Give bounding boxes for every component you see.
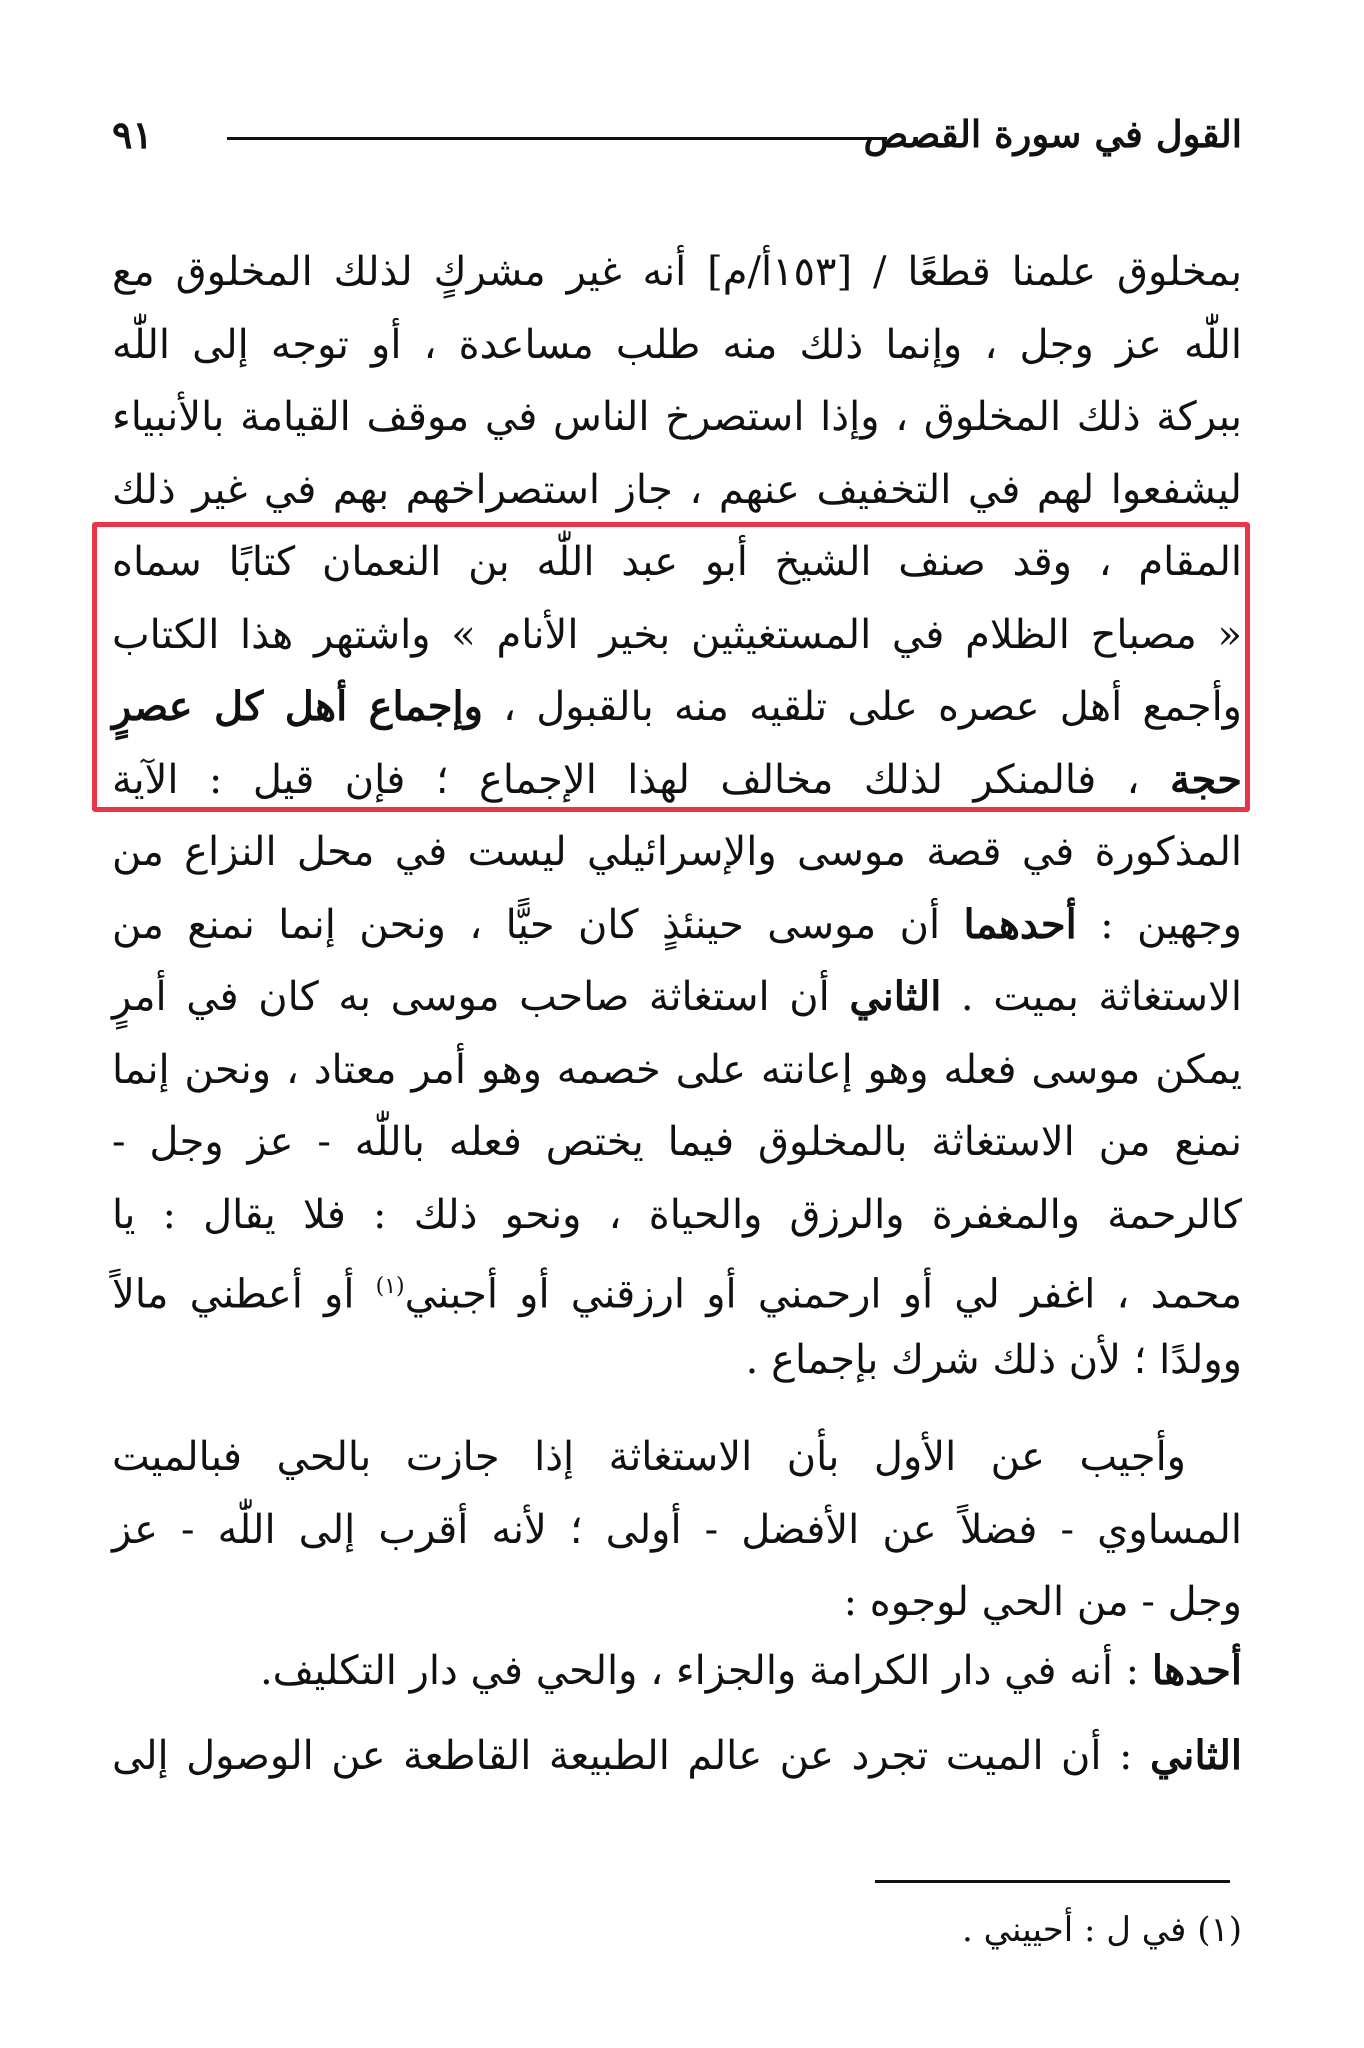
text-line [112, 1635, 1242, 1708]
line-text: أن موسى حينئذٍ كان حيًّا ، ونحن إنما نمنع من [112, 901, 964, 948]
paragraph-2 [112, 1421, 1242, 1639]
text-line: المذكورة في قصة موسى والإسرائيلي ليست في محل النزاع من [112, 829, 1242, 875]
text-line [112, 1251, 1242, 1324]
bold-word: أحدهما [963, 900, 1077, 948]
bold-word: الثاني [849, 973, 942, 1020]
text-line: نمنع من الاستغاثة بالمخلوق فيما يختص فعله باللّٰه - عز وجل - [112, 1119, 1242, 1165]
text-line: ببركة ذلك المخلوق ، وإذا استصرخ الناس في موقف القيامة بالأنبياء [112, 394, 1242, 440]
line-text: ، فالمنكر لذلك مخالف لهذا الإجماع ؛ فإن قيل : الآية [112, 756, 1170, 803]
text-line: المساوي - فضلاً عن الأفضل - أولى ؛ لأنه أقرب إلى اللّٰه - عز [112, 1506, 1242, 1553]
running-title: القول في سورة القصص [863, 112, 1242, 156]
list-label: أحدها [1151, 1647, 1242, 1694]
footnote-rule [875, 1880, 1230, 1883]
bold-phrase: وإجماع أهل كل عصرٍ [112, 683, 483, 730]
header-rule [227, 137, 887, 140]
bold-word: حجة [1170, 755, 1242, 803]
highlight-annotation-box [92, 522, 1250, 812]
text-line: « مصباح الظلام في المستغيثين بخير الأنام » واشتهر هذا الكتاب [112, 611, 1242, 658]
text-line: كالرحمة والمغفرة والرزق والحياة ، ونحو ذلك : فلا يقال : يا [112, 1191, 1242, 1238]
list-label: الثاني [1149, 1732, 1242, 1779]
line-text: : أنه في دار الكرامة والجزاء ، والحي في دار التكليف. [259, 1648, 1152, 1694]
text-line: بمخلوق علمنا قطعًا / [١٥٣أ/م] أنه غير مشركٍ لذلك المخلوق مع [112, 249, 1242, 295]
text-line [112, 889, 1242, 962]
line-text: أو أعطني مالاً [112, 1271, 376, 1318]
footnote-ref[interactable]: (١) [375, 1274, 405, 1299]
line-text: محمد ، اغفر لي أو ارحمني أو ارزقني أو أجبني [404, 1271, 1242, 1318]
text-line: المقام ، وقد صنف الشيخ أبو عبد اللّٰه بن النعمان كتابًا سماه [112, 539, 1242, 585]
text-line [112, 961, 1242, 1034]
text-line: ليشفعوا لهم في التخفيف عنهم ، جاز استصراخهم بهم في غير ذلك [112, 466, 1242, 513]
paragraph-1 [112, 236, 1242, 1396]
line-text: وأجمع أهل عصره على تلقيه منه بالقبول ، [482, 684, 1242, 730]
text-line: وجل - من الحي لوجوه : [843, 1579, 1242, 1625]
paragraph-3 [112, 1635, 1242, 1708]
page-number: ٩١ [112, 112, 153, 157]
line-text: أن استغاثة صاحب موسى به كان في أمرٍ [112, 974, 850, 1020]
line-text: وجهين : [1076, 901, 1242, 948]
page-header [112, 112, 1242, 172]
paragraph-4 [112, 1720, 1242, 1793]
text-line: وولدًا ؛ لأن ذلك شرك بإجماع . [745, 1336, 1242, 1383]
line-text: الاستغاثة بميت . [941, 974, 1242, 1020]
text-line [112, 1720, 1242, 1793]
text-line: اللّٰه عز وجل ، وإنما ذلك منه طلب مساعدة ، أو توجه إلى اللّٰه [112, 321, 1242, 368]
text-line: يمكن موسى فعله وهو إعانته على خصمه وهو أمر معتاد ، ونحن إنما [112, 1046, 1242, 1093]
line-text: : أن الميت تجرد عن عالم الطبيعة القاطعة عن الوصول إلى [112, 1733, 1150, 1779]
footnote: (١) في ل : أحييني . [962, 1910, 1242, 1950]
text-line: وأجيب عن الأول بأن الاستغاثة إذا جازت بالحي فبالميت [112, 1434, 1186, 1480]
